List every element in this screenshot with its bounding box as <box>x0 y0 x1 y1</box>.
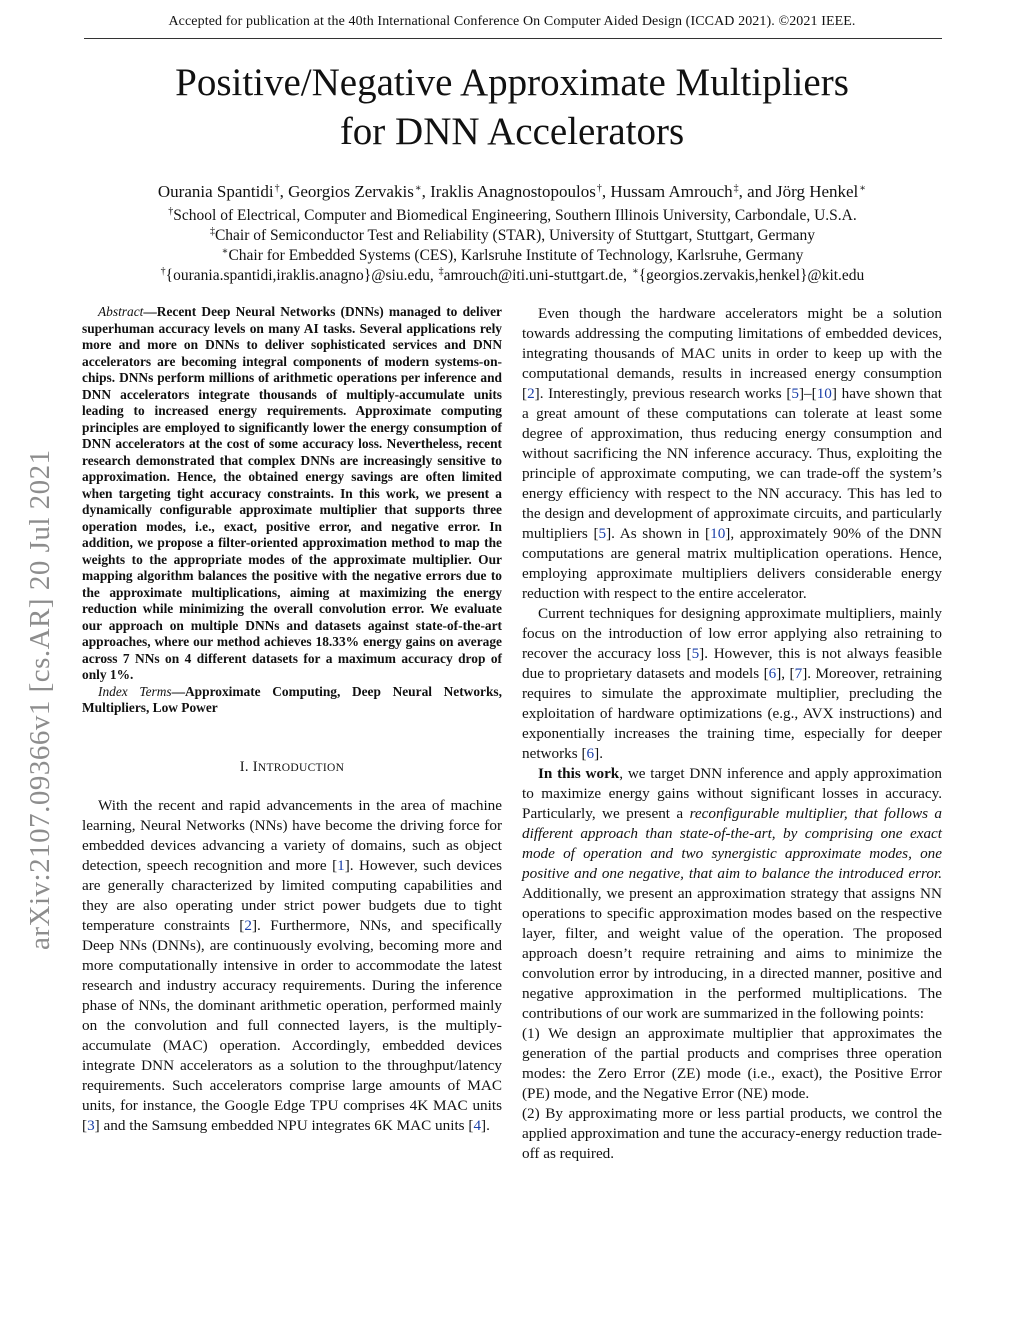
author-name: Iraklis Anagnostopoulos <box>430 182 596 201</box>
right-column <box>522 304 942 1164</box>
author-affiliation-mark: † <box>596 183 602 194</box>
author-separator: , and <box>738 182 776 201</box>
citation-link[interactable]: 2 <box>244 916 252 934</box>
citation-link[interactable]: 5 <box>691 645 700 662</box>
index-terms-text: —Approximate Computing, Deep Neural Networks, Multipliers, Low Power <box>82 683 502 715</box>
citation-link[interactable]: 2 <box>527 385 535 402</box>
contribution-2: (2) By approximating more or less partial products, we control the applied approximation and tune the accuracy-energy reduction trade-off as required. <box>522 1105 942 1162</box>
citation-link[interactable]: 10 <box>816 385 832 402</box>
arxiv-watermark: arXiv:2107.09366v1 [cs.AR] 20 Jul 2021 <box>24 449 56 950</box>
author-affiliation-mark: † <box>274 183 280 194</box>
author-name: Jörg Henkel <box>775 182 859 201</box>
citation-link[interactable]: 3 <box>87 1116 95 1134</box>
citation-link[interactable]: 6 <box>768 665 777 682</box>
section-heading-introduction: I. INTRODUCTION <box>239 758 345 775</box>
index-terms <box>82 684 502 717</box>
affiliation-stuttgart: ‡Chair of Semiconductor Test and Reliability (STAR), University of Stuttgart, Stuttgart, Germany <box>209 226 816 244</box>
author-list <box>0 178 1024 203</box>
author-separator: , <box>421 182 431 201</box>
intro-paragraph: With the recent and rapid advancements in the area of machine learning, Neural Networks (NNs) have become the driving force for embedded devices advancing a variety of domains, such as object detection, speech recognition and more [1]. However, such devices are generally characterized by limited computing capabilities and they are also operating under strict power budgets due to tight temperature constraints [2]. Furthermore, NNs, and specifically Deep NNs (DNNs), are continuously evolving, becoming more and more computationally intensive in order to accommodate the latest research and industry accuracy requirements. During the inference phase of NNs, the dominant arithmetic operation, performed mainly on the convolution and full connected layers, is the multiply-accumulate (MAC) operation. Accordingly, embedded devices integrate DNN accelerators as a solution to the throughput/latency requirements. Such accelerators comprise large amounts of MAC units, for instance, the Google Edge TPU comprises 4K MAC units [3] and the Samsung embedded NPU integrates 6K MAC units [4]. <box>82 796 502 1134</box>
author-emails: †{ourania.spantidi,iraklis.anagno}@siu.edu, ‡amrouch@iti.uni-stuttgart.de, ∗{georgios.zervakis,henkel}@kit.edu <box>160 266 865 284</box>
citation-link[interactable]: 5 <box>598 525 607 542</box>
citation-link[interactable]: 6 <box>586 745 595 762</box>
author-name: Hussam Amrouch <box>610 182 733 201</box>
abstract-lead: Abstract <box>98 304 144 319</box>
affiliation-kit: ∗Chair for Embedded Systems (CES), Karlsruhe Institute of Technology, Karlsruhe, Germany <box>221 246 804 264</box>
abstract <box>82 304 502 684</box>
citation-link[interactable]: 4 <box>473 1116 482 1134</box>
contribution-1: (1) We design an approximate multiplier that approximates the generation of the partial products and comprises three operation modes: the Zero Error (ZE) mode (i.e., exact), the Positive Error (PE) mode, and the Negative Error (NE) mode. <box>522 1025 942 1102</box>
index-terms-lead: Index Terms <box>98 683 172 699</box>
paragraph-current-techniques: Current techniques for designing approximate multipliers, mainly focus on the introduction of low error applying also retraining to recover the accuracy loss [5]. However, this is not always feasible due to proprietary datasets and models [6], [7]. Moreover, retraining requires to simulate the approximate multiplier, precluding the exploitation of hardware optimizations (e.g., AVX instructions) and exponentially increases the training time, especially for deeper networks [6]. <box>522 605 942 762</box>
paragraph-accelerators: Even though the hardware accelerators might be a solution towards addressing the computing limitations of embedded devices, integrating thousands of MAC units in order to keep up with the computational demands, results in increased energy consumption [2]. Interestingly, previous research works [5]–[10] have shown that a great amount of these computations can tolerate at least some degree of approximation, thus reducing energy consumption and without sacrificing the NN inference accuracy. Thus, exploiting the principle of approximate computing, we can trade-off the system’s energy efficiency with respect to the NN accuracy. This has led to the design and development of approximate circuits, and particularly multipliers [5]. As shown in [10], approximately 90% of the DNN computations are general matrix multiplication operations. Hence, employing approximate multipliers delivers considerable energy reduction with respect to the entire accelerator. <box>522 305 942 602</box>
author-affiliation-mark: ‡ <box>733 183 739 194</box>
author-affiliation-mark: ∗ <box>414 183 422 194</box>
title-line-1: Positive/Negative Approximate Multipliers <box>175 61 849 104</box>
citation-link[interactable]: 7 <box>794 665 803 682</box>
abstract-text: —Recent Deep Neural Networks (DNNs) managed to deliver superhuman accuracy levels on many AI tasks. Several applications rely more and more on DNNs to deliver sophisticated services and DNN accelerators are becoming integral components of modern systems-on-chips. DNNs perform millions of arithmetic operations per inference and DNN accelerators integrate thousands of multiply-accumulate units leading to increased energy requirements. Approximate computing principles are employed to significantly lower the energy consumption of DNN accelerators at the cost of some accuracy loss. Nevertheless, recent research demonstrated that complex DNNs are increasingly sensitive to approximation. Hence, the obtained energy savings are often limited when targeting tight accuracy constraints. In this work, we present a dynamically configurable approximate multiplier that supports three operation modes, i.e., exact, positive error, and negative error. In addition, we propose a filter-oriented approximation method to map the weights to the appropriate modes of the approximate multiplier. Our mapping algorithm balances the positive with the negative errors due to the approximate multiplications, aiming at maximizing the energy reduction while minimizing the overall convolution error. We evaluate our approach on multiple DNNs and datasets against state-of-the-art approaches, where our method achieves 18.33% energy gains on average across 7 NNs on 4 different datasets for a maximum accuracy drop of only 1%. <box>82 304 502 682</box>
paper-title <box>0 58 1024 156</box>
header-rule <box>84 38 942 39</box>
author-name: Georgios Zervakis <box>288 182 414 201</box>
author-affiliation-mark: ∗ <box>859 183 867 194</box>
citation-link[interactable]: 1 <box>337 856 345 874</box>
author-separator: , <box>279 182 289 201</box>
title-line-2: for DNN Accelerators <box>339 110 685 153</box>
affiliation-siu: †School of Electrical, Computer and Biomedical Engineering, Southern Illinois University, Carbondale, U.S.A. <box>168 206 857 224</box>
author-name: Ourania Spantidi <box>157 182 274 201</box>
left-column <box>82 304 502 1136</box>
publication-banner: Accepted for publication at the 40th International Conference On Computer Aided Design (ICCAD 2021). ©2021 IEEE. <box>168 14 856 29</box>
paragraph-this-work: In this work, we target DNN inference and apply approximation to maximize energy gains without significant losses in accuracy. Particularly, we present a reconfigurable multiplier, that follows a different approach than state-of-the-art, by comprising one exact mode of operation and two synergistic approximate modes, one positive and one negative, that aim to balance the introduced error. Additionally, we present an approximation strategy that assigns NN operations to specific approximation modes based on the respective layer, filter, and weight value of the operation. The proposed approach doesn’t require retraining and aims to minimize the convolution error by introducing, in a directed manner, positive and negative approximation in the performed multiplications. The contributions of our work are summarized in the following points: <box>522 765 943 1022</box>
citation-link[interactable]: 5 <box>791 385 799 402</box>
citation-link[interactable]: 10 <box>710 525 726 542</box>
author-separator: , <box>601 182 611 201</box>
